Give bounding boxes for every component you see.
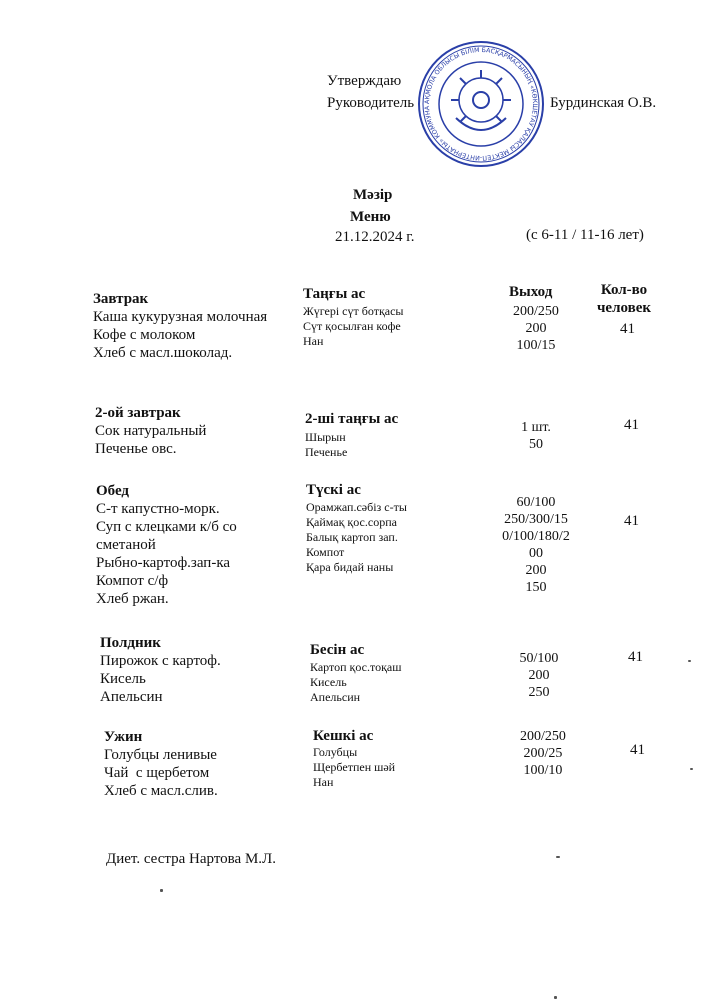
meal-outputs bbox=[500, 728, 586, 779]
official-stamp bbox=[416, 34, 546, 174]
title-kz: Мәзір bbox=[353, 187, 393, 203]
menu-item-kz: Сүт қосылған кофе bbox=[303, 319, 401, 333]
output-value: 250 bbox=[528, 685, 550, 700]
meal-ru-snack bbox=[100, 634, 221, 706]
menu-item: Пирожок с картоф. bbox=[100, 653, 221, 669]
menu-date: 21.12.2024 г. bbox=[335, 229, 415, 245]
output-value: 200/250 bbox=[520, 729, 566, 744]
output-value: 200 bbox=[525, 563, 547, 578]
meal-kz-title: 2-ші таңғы ас bbox=[305, 411, 399, 427]
meal-ru-second-breakfast bbox=[95, 404, 206, 458]
output-value: 00 bbox=[529, 546, 543, 561]
menu-item: Чай с щербетом bbox=[104, 765, 210, 781]
output-value: 60/100 bbox=[516, 495, 556, 510]
output-value: 50/100 bbox=[519, 651, 559, 666]
meal-ru-lunch bbox=[96, 482, 237, 608]
output-value: 50 bbox=[529, 437, 543, 452]
output-value: 200 bbox=[525, 321, 547, 336]
meal-kz-items bbox=[303, 304, 403, 349]
output-value: 0/100/180/2 bbox=[502, 529, 570, 544]
menu-item-kz: Компот bbox=[306, 545, 345, 559]
output-value: 200/250 bbox=[513, 304, 559, 319]
meal-outputs bbox=[496, 419, 576, 453]
menu-item: Суп с клецками к/б со bbox=[96, 519, 237, 535]
menu-item-kz: Шырын bbox=[305, 430, 346, 444]
meal-count: 41 bbox=[624, 417, 639, 433]
scan-speck bbox=[688, 660, 691, 662]
output-value: 200 bbox=[528, 668, 550, 683]
meal-outputs bbox=[496, 650, 582, 701]
menu-item: Компот с/ф bbox=[96, 573, 169, 589]
approve-label: Утверждаю bbox=[327, 73, 402, 89]
meal-ru-breakfast bbox=[93, 290, 267, 362]
column-header-count bbox=[588, 281, 660, 317]
menu-item: Сок натуральный bbox=[95, 423, 207, 439]
meal-ru-dinner bbox=[104, 728, 218, 800]
menu-item: Кисель bbox=[100, 671, 146, 687]
menu-item: Хлеб с масл.шоколад. bbox=[93, 345, 233, 361]
meal-kz-title: Кешкі ас bbox=[313, 728, 374, 744]
meal-kz-items bbox=[310, 660, 401, 705]
meal-kz-items bbox=[305, 430, 347, 460]
director-name: Бурдинская О.В. bbox=[550, 95, 657, 111]
menu-item: Печенье овс. bbox=[95, 441, 177, 457]
menu-item-kz: Балық картоп зап. bbox=[306, 530, 398, 544]
menu-item-kz: Печенье bbox=[305, 445, 348, 459]
menu-item-kz: Картоп қос.тоқаш bbox=[310, 660, 402, 674]
menu-item-kz: Кисель bbox=[310, 675, 347, 689]
meal-kz-items bbox=[313, 745, 395, 790]
output-value: 250/300/15 bbox=[504, 512, 568, 527]
meal-count: 41 bbox=[630, 742, 645, 758]
meal-title: 2-ой завтрак bbox=[95, 405, 181, 421]
menu-item-kz: Нан bbox=[303, 334, 324, 348]
menu-item: Апельсин bbox=[100, 689, 163, 705]
scan-speck bbox=[554, 996, 557, 999]
count-header-line1: Кол-во bbox=[600, 282, 648, 298]
meal-kz-title: Түскі ас bbox=[306, 482, 361, 498]
menu-item-kz: Голубцы bbox=[313, 745, 358, 759]
meal-count: 41 bbox=[624, 513, 639, 529]
stamp-text: АҚМОЛА ОБЛЫСЫ БІЛІМ БАСҚАРМАСЫНЫҢ «КӨКШЕТАУ ҚАЛАСЫ МЕКТЕП-ИНТЕРНАТЫ» КОММУНА bbox=[423, 46, 539, 162]
menu-item: Кофе с молоком bbox=[93, 327, 196, 343]
menu-item: Каша кукурузная молочная bbox=[93, 309, 268, 325]
menu-item: Хлеб с масл.слив. bbox=[104, 783, 218, 799]
column-header-output: Выход bbox=[509, 284, 553, 300]
output-value: 200/25 bbox=[523, 746, 563, 761]
count-header-line2: человек bbox=[596, 300, 652, 316]
meal-kz-title: Таңғы ас bbox=[303, 286, 366, 302]
output-value: 1 шт. bbox=[521, 420, 551, 435]
menu-item-kz: Жүгері сүт ботқасы bbox=[303, 304, 404, 318]
meal-kz-title: Бесін ас bbox=[310, 642, 365, 658]
meal-outputs bbox=[490, 494, 582, 596]
meal-outputs bbox=[496, 303, 576, 354]
menu-item-kz: Щербетпен шәй bbox=[313, 760, 396, 774]
meal-kz-items bbox=[306, 500, 407, 575]
menu-item-kz: Қаймақ қос.сорпа bbox=[306, 515, 397, 529]
dietitian-signature: Диет. сестра Нартова М.Л. bbox=[106, 851, 276, 867]
menu-item-kz: Нан bbox=[313, 775, 334, 789]
title-ru: Меню bbox=[350, 209, 391, 225]
output-value: 100/15 bbox=[516, 338, 556, 353]
menu-item-kz: Апельсин bbox=[310, 690, 361, 704]
director-role: Руководитель bbox=[327, 95, 415, 111]
scan-speck bbox=[556, 856, 560, 858]
scan-speck bbox=[690, 768, 693, 770]
stamp-seal-icon bbox=[416, 34, 546, 174]
menu-item-kz: Қара бидай наны bbox=[306, 560, 394, 574]
menu-item: С-т капустно-морк. bbox=[96, 501, 220, 517]
output-value: 100/10 bbox=[523, 763, 563, 778]
menu-item: Голубцы ленивые bbox=[104, 747, 217, 763]
menu-item: Рыбно-картоф.зап-ка bbox=[96, 555, 231, 571]
meal-count: 41 bbox=[620, 321, 635, 337]
scan-speck bbox=[160, 889, 163, 892]
meal-count: 41 bbox=[628, 649, 643, 665]
meal-title: Завтрак bbox=[93, 291, 149, 307]
age-range: (с 6-11 / 11-16 лет) bbox=[526, 227, 644, 243]
output-value: 150 bbox=[525, 580, 547, 595]
menu-item-kz: Орамжап.сәбіз с-ты bbox=[306, 500, 407, 514]
meal-title: Обед bbox=[96, 483, 130, 499]
meal-title: Полдник bbox=[100, 635, 161, 651]
menu-item: Хлеб ржан. bbox=[96, 591, 169, 607]
menu-item: сметаной bbox=[96, 537, 156, 553]
meal-title: Ужин bbox=[104, 729, 143, 745]
